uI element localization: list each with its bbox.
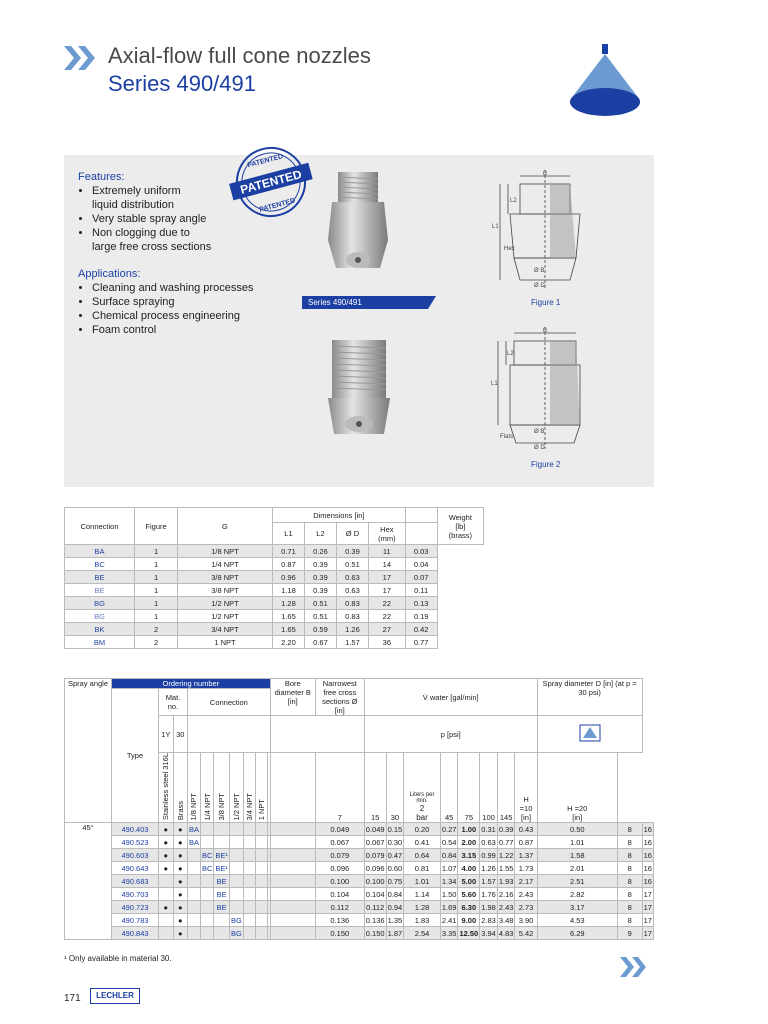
table-row: BE 1 3/8 NPT 1.18 0.39 0.63 17 0.11 [65, 584, 484, 597]
stamp-text-bottom: PATENTED [258, 197, 296, 214]
col-mat1: 1Y [159, 716, 174, 753]
full-cone-spray-icon [565, 44, 645, 120]
col-l1: L1 [272, 523, 304, 545]
table-row: 490.723 ● ● BE 0.112 0.112 0.94 1.28 1.69 6.30 1.98 2.43 2.73 3.17 8 17 [65, 901, 654, 914]
dim-l1: L1 [491, 381, 498, 387]
table-row: BK 2 3/4 NPT 1.65 0.59 1.26 27 0.42 [65, 623, 484, 636]
dim-ob: Ø B [534, 429, 545, 435]
col-bore: Bore diameter B [in] [270, 679, 315, 716]
applications-heading: Applications: [78, 268, 141, 280]
col-spray-angle: Spray angle [65, 679, 112, 823]
features-heading: Features: [78, 171, 125, 183]
col-g: G [177, 508, 272, 545]
applications-section [78, 267, 253, 337]
table-row: 45° 490.403 ● ● BA 0.049 0.049 0.15 0.20 0.27 1.00 0.31 0.39 0.43 0.50 8 16 [65, 823, 654, 836]
lechler-logo: LECHLER [90, 988, 140, 1004]
feature-item: • Extremely uniform liquid distribution [92, 184, 211, 212]
application-item: • Chemical process engineering [92, 309, 253, 323]
feature-item: • Very stable spray angle [92, 212, 211, 226]
table-row: 490.643 ● ● BC BE¹ 0.096 0.096 0.60 0.81 1.07 4.00 1.26 1.55 1.73 2.01 8 16 [65, 862, 654, 875]
col-vwater: V̇ water [gal/min] [364, 679, 537, 716]
col-mat2: 30 [173, 716, 187, 753]
technical-drawing-figure1 [490, 168, 590, 292]
col-hex: Hex (mm) [368, 523, 405, 545]
dim-g: G [542, 328, 548, 334]
col-type: Type [112, 689, 159, 823]
dim-od: Ø D [534, 283, 545, 289]
dim-l2: L2 [510, 198, 517, 204]
feature-item: • Non clogging due to large free cross sections [92, 226, 211, 254]
nozzle-photo-hex [322, 170, 394, 275]
table-row: BA 1 1/8 NPT 0.71 0.26 0.39 11 0.03 [65, 545, 484, 558]
col-narrow: Narrowest free cross sections Ø [in] [315, 679, 364, 716]
technical-drawing-figure2 [490, 325, 590, 451]
col-ordering-number: Ordering number [112, 679, 271, 689]
dim-hex: Hex [504, 246, 515, 252]
series-banner-text: Series 490/491 [308, 298, 362, 307]
features-section [78, 170, 211, 254]
col-hex-top [405, 508, 437, 523]
footnote: ¹ Only available in material 30. [64, 954, 172, 963]
col-connection: Connection [65, 508, 135, 545]
col-connection: Connection [187, 689, 270, 716]
patented-stamp [228, 142, 314, 222]
dim-l1: L1 [492, 224, 499, 230]
next-page-arrows-icon[interactable] [620, 956, 650, 978]
table-row: 490.603 ● ● BC BE¹ 0.079 0.079 0.47 0.64 0.84 3.15 0.99 1.22 1.37 1.58 8 16 [65, 849, 654, 862]
ordering-table: Spray angle Ordering number Bore diameter B [in] Narrowest free cross sections Ø [in] V̇ water [gal/min] Spray diameter D [in] (at p = 30 psi) Type Mat. no. Connection 1Y 30 p [psi] Stainless steel 316L Brass 1/8 NPT 1/4 NPT 3/8 NPT 1/2 NPT 3/4 NPT 1 NPT 7 15 30 Liters per min. 2 bar 45 75 100 145 H =10 [in] H =20 [in] 45° 490.403 ● ● BA 0.049 0.049 0.15 0.20 0.27 1.00 0.31 0.39 0.43 0.50 8 16 490.523 ● ● BA 0.067 0.067 0.30 0.41 0.54 2.00 0.63 0.77 0.87 1.01 8 16 490.603 ● ● BC BE¹ 0.079 0.079 0.47 0.64 0.84 3.15 0.99 1.22 1.37 1.58 8 16 490.643 ● ● BC BE¹ 0.096 0.096 0.60 0.81 1.07 4.00 1.26 1.55 1.73 2.01 8 16 490.683 ● BE 0.100 0.100 0.75 1.01 1.34 5.00 1.57 1.93 2.17 2.51 8 16 490.703 ● BE 0.104 0.104 0.84 1.14 1.50 5.60 1.76 2.16 2.43 2.82 8 17 490.723 ● ● BE 0.112 0.112 0.94 1.28 1.69 6.30 1.98 2.43 2.73 3.17 8 17 490.783 ● BG 0.136 0.136 1.35 1.83 2.41 9.00 2.83 3.48 3.90 4.53 8 17 490.843 ● BG 0.150 0.150 1.87 2.54 3.35 12.50 3.94 4.83 5.42 6.29 9 17 [64, 678, 654, 940]
col-p: p [psi] [364, 716, 537, 753]
dim-l2: L2 [507, 351, 514, 357]
figure2-label: Figure 2 [531, 460, 561, 469]
stamp-text-mid: PATENTED [238, 167, 304, 197]
table-row: BM 2 1 NPT 2.20 0.67 1.57 36 0.77 [65, 636, 484, 649]
col-l2: L2 [304, 523, 336, 545]
table-row: 490.703 ● BE 0.104 0.104 0.84 1.14 1.50 5.60 1.76 2.16 2.43 2.82 8 17 [65, 888, 654, 901]
dim-ob: Ø B [534, 268, 545, 274]
nozzle-photo-flats [324, 338, 394, 440]
table-row: 490.523 ● ● BA 0.067 0.067 0.30 0.41 0.54 2.00 0.63 0.77 0.87 1.01 8 16 [65, 836, 654, 849]
dim-flats: Flats [500, 434, 514, 440]
col-weight: Weight [lb] (brass) [437, 508, 483, 545]
table-row: BC 1 1/4 NPT 0.87 0.39 0.51 14 0.04 [65, 558, 484, 571]
stamp-text-top: PATENTED [246, 153, 285, 170]
table-row: 490.683 ● BE 0.100 0.100 0.75 1.01 1.34 5.00 1.57 1.93 2.17 2.51 8 16 [65, 875, 654, 888]
col-hex-spacer [405, 523, 437, 545]
table-row: BE 1 3/8 NPT 0.96 0.39 0.63 17 0.07 [65, 571, 484, 584]
application-item: • Cleaning and washing processes [92, 281, 253, 295]
dim-od: Ø D [534, 445, 545, 451]
col-mat-no: Mat. no. [159, 689, 188, 716]
table-row: 490.783 ● BG 0.136 0.136 1.35 1.83 2.41 9.00 2.83 3.48 3.90 4.53 8 17 [65, 914, 654, 927]
dim-g: G [542, 171, 548, 177]
dimensions-table [64, 507, 484, 649]
col-figure: Figure [135, 508, 178, 545]
page-subtitle: Series 490/491 [108, 71, 256, 96]
col-dimensions: Dimensions [in] [272, 508, 405, 523]
col-spray-d: Spray diameter D [in] (at p = 30 psi) [537, 679, 642, 716]
col-od: Ø D [336, 523, 368, 545]
double-chevron-icon [64, 44, 100, 72]
page-title: Axial-flow full cone nozzles [108, 43, 371, 68]
page-number: 171 [64, 993, 81, 1004]
table-row: BG 1 1/2 NPT 1.28 0.51 0.83 22 0.13 [65, 597, 484, 610]
spray-diameter-icon [579, 724, 601, 742]
figure1-label: Figure 1 [531, 298, 561, 307]
table-row: 490.843 ● BG 0.150 0.150 1.87 2.54 3.35 12.50 3.94 4.83 5.42 6.29 9 17 [65, 927, 654, 940]
application-item: • Surface spraying [92, 295, 253, 309]
application-item: • Foam control [92, 323, 253, 337]
table-row: BG 1 1/2 NPT 1.65 0.51 0.83 22 0.19 [65, 610, 484, 623]
